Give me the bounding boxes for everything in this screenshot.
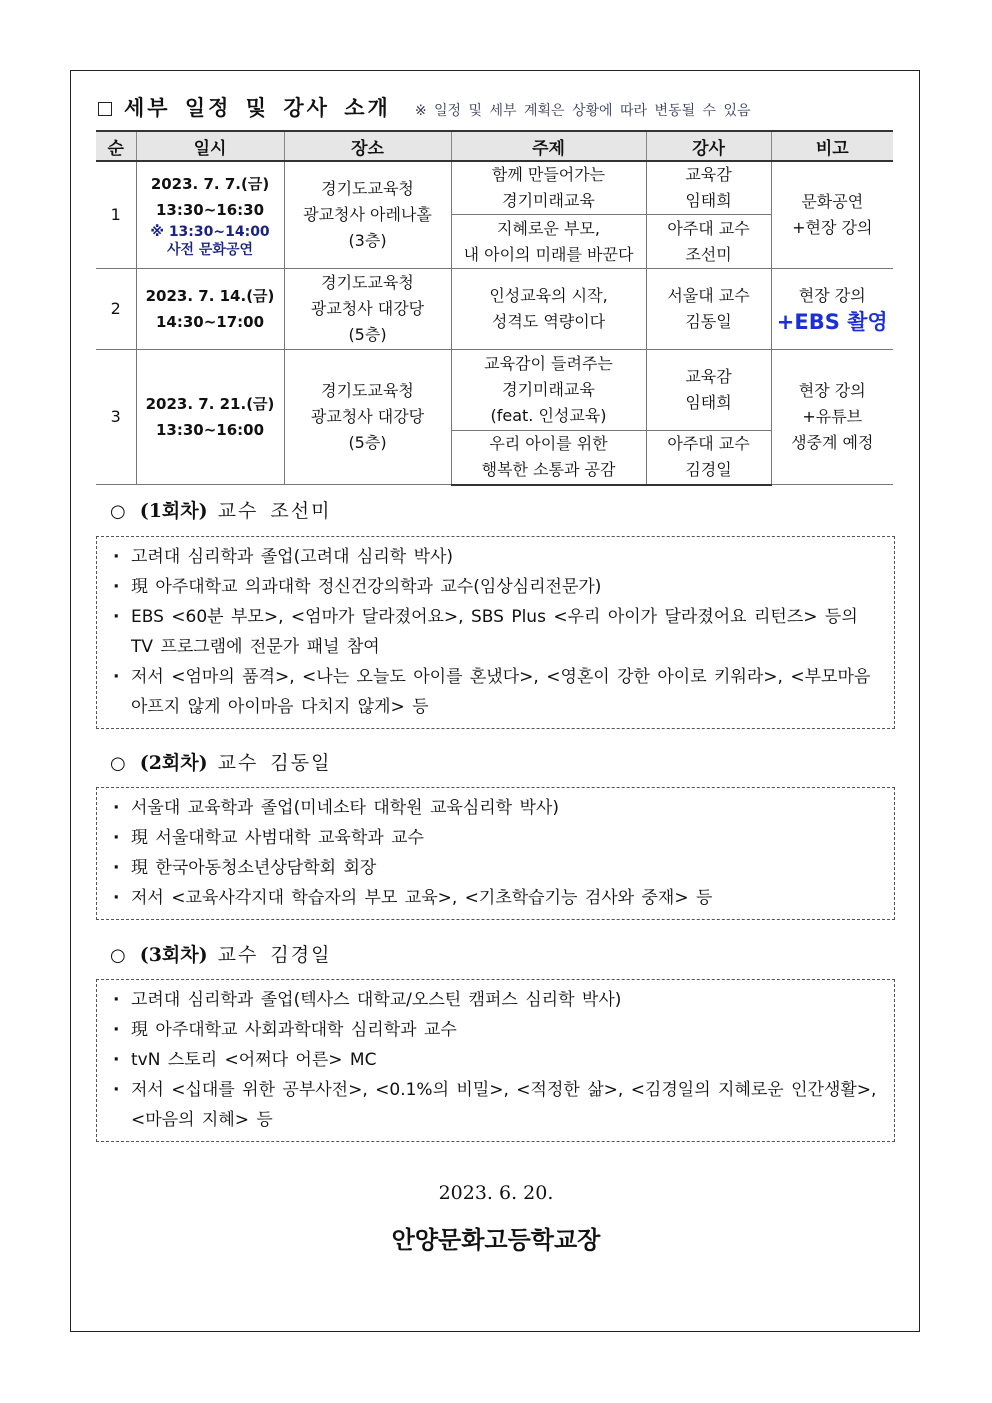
bio-box-3 [96, 979, 895, 1142]
table-row [96, 269, 893, 350]
list-item: · 現 서울대학교 사범대학 교육학과 교수 [111, 823, 884, 853]
row-note: 문화공연 +현장 강의 [771, 161, 893, 269]
list-item: · 고려대 심리학과 졸업(텍사스 대학교/오스틴 캠퍼스 심리학 박사) [111, 985, 884, 1015]
section-lecturer-name: 교수 조선미 [217, 500, 332, 522]
row-lecturer: 아주대 교수 조선미 [646, 215, 771, 269]
row-date: 2023. 7. 21.(금) [145, 395, 275, 413]
header-topic: 주제 [451, 131, 646, 161]
section-round: (3회차) [139, 944, 208, 966]
row-topic: 우리 아이를 위한 행복한 소통과 공감 [451, 431, 646, 485]
row-sub-time: ※ 13:30~14:00 [150, 224, 270, 240]
heading-title: 세부 일정 및 강사 소개 [124, 95, 391, 120]
list-item: · 現 아주대학교 의과대학 정신건강의학과 교수(임상심리전문가) [111, 572, 884, 602]
section-lecturer-name: 교수 김경일 [217, 944, 332, 966]
header-lecturer: 강사 [646, 131, 771, 161]
row-lecturer: 아주대 교수 김경일 [646, 431, 771, 485]
row-date: 2023. 7. 14.(금) [145, 287, 275, 305]
section-round: (2회차) [139, 752, 208, 774]
row-datetime [136, 350, 284, 485]
section-heading [98, 92, 898, 122]
list-item: · 저서 <십대를 위한 공부사전>, <0.1%의 비밀>, <적정한 삶>, <김경일의 지혜로운 인간생활>, <마음의 지혜> 등 [111, 1075, 884, 1135]
list-item: · 現 한국아동청소년상담학회 회장 [111, 853, 884, 883]
row-lecturer: 교육감 임태희 [646, 350, 771, 431]
list-item: · 저서 <교육사각지대 학습자의 부모 교육>, <기초학습기능 검사와 중재> 등 [111, 883, 884, 913]
row-time: 13:30~16:30 [155, 201, 265, 219]
ebs-filming-badge: +EBS 촬영 [776, 310, 888, 334]
row-place: 경기도교육청 광교청사 대강당 (5층) [284, 269, 451, 350]
row-sub-event: 사전 문화공연 [166, 242, 254, 258]
list-item: · 저서 <엄마의 품격>, <나는 오늘도 아이를 혼냈다>, <영혼이 강한 아이로 키워라>, <부모마음 아프지 않게 아이마음 다치지 않게> 등 [111, 662, 884, 722]
row-no: 2 [96, 269, 136, 350]
header-datetime: 일시 [136, 131, 284, 161]
list-item: · EBS <60분 부모>, <엄마가 달라졌어요>, SBS Plus <우리 아이가 달라졌어요 리턴즈> 등의 TV 프로그램에 전문가 패널 참여 [111, 602, 884, 662]
bio-box-1 [96, 536, 895, 729]
heading-note: ※ 일정 및 세부 계획은 상황에 따라 변동될 수 있음 [414, 103, 751, 119]
row-time: 13:30~16:00 [155, 421, 265, 439]
list-item: · 고려대 심리학과 졸업(고려대 심리학 박사) [111, 542, 884, 572]
header-place: 장소 [284, 131, 451, 161]
section-lecturer-name: 교수 김동일 [217, 752, 332, 774]
circle-bullet-icon: ○ [110, 945, 126, 966]
row-topic: 함께 만들어가는 경기미래교육 [451, 161, 646, 215]
row-topic: 교육감이 들려주는 경기미래교육 (feat. 인성교육) [451, 350, 646, 431]
row-place: 경기도교육청 광교청사 대강당 (5층) [284, 350, 451, 485]
row-datetime [136, 161, 284, 269]
row-note: 현장 강의 +유튜브 생중계 예정 [771, 350, 893, 485]
section-title-3 [110, 940, 331, 967]
document-date: 2023. 6. 20. [438, 1182, 554, 1204]
row-lecturer: 교육감 임태희 [646, 161, 771, 215]
row-topic: 지혜로운 부모, 내 아이의 미래를 바꾼다 [451, 215, 646, 269]
table-row [96, 350, 893, 431]
row-note-line: 현장 강의 [798, 286, 866, 305]
list-item: · 現 아주대학교 사회과학대학 심리학과 교수 [111, 1015, 884, 1045]
bio-box-2 [96, 787, 895, 920]
section-title-2 [110, 748, 331, 775]
checkbox-square-icon [98, 102, 112, 116]
row-no: 3 [96, 350, 136, 485]
header-no: 순 [96, 131, 136, 161]
row-lecturer: 서울대 교수 김동일 [646, 269, 771, 350]
row-time: 14:30~17:00 [155, 313, 265, 331]
schedule-table [96, 130, 893, 486]
row-place: 경기도교육청 광교청사 아레나홀 (3층) [284, 161, 451, 269]
row-datetime [136, 269, 284, 350]
table-header-row [96, 131, 893, 161]
circle-bullet-icon: ○ [110, 501, 126, 522]
row-date: 2023. 7. 7.(금) [150, 175, 270, 193]
row-note [771, 269, 893, 350]
list-item: · 서울대 교육학과 졸업(미네소타 대학원 교육심리학 박사) [111, 793, 884, 823]
row-topic: 인성교육의 시작, 성격도 역량이다 [451, 269, 646, 350]
row-no: 1 [96, 161, 136, 269]
section-title-1 [110, 496, 331, 523]
document-issuer: 안양문화고등학교장 [391, 1225, 601, 1254]
header-note: 비고 [771, 131, 893, 161]
list-item: · tvN 스토리 <어쩌다 어른> MC [111, 1045, 884, 1075]
section-round: (1회차) [139, 500, 208, 522]
table-row [96, 161, 893, 215]
circle-bullet-icon: ○ [110, 753, 126, 774]
